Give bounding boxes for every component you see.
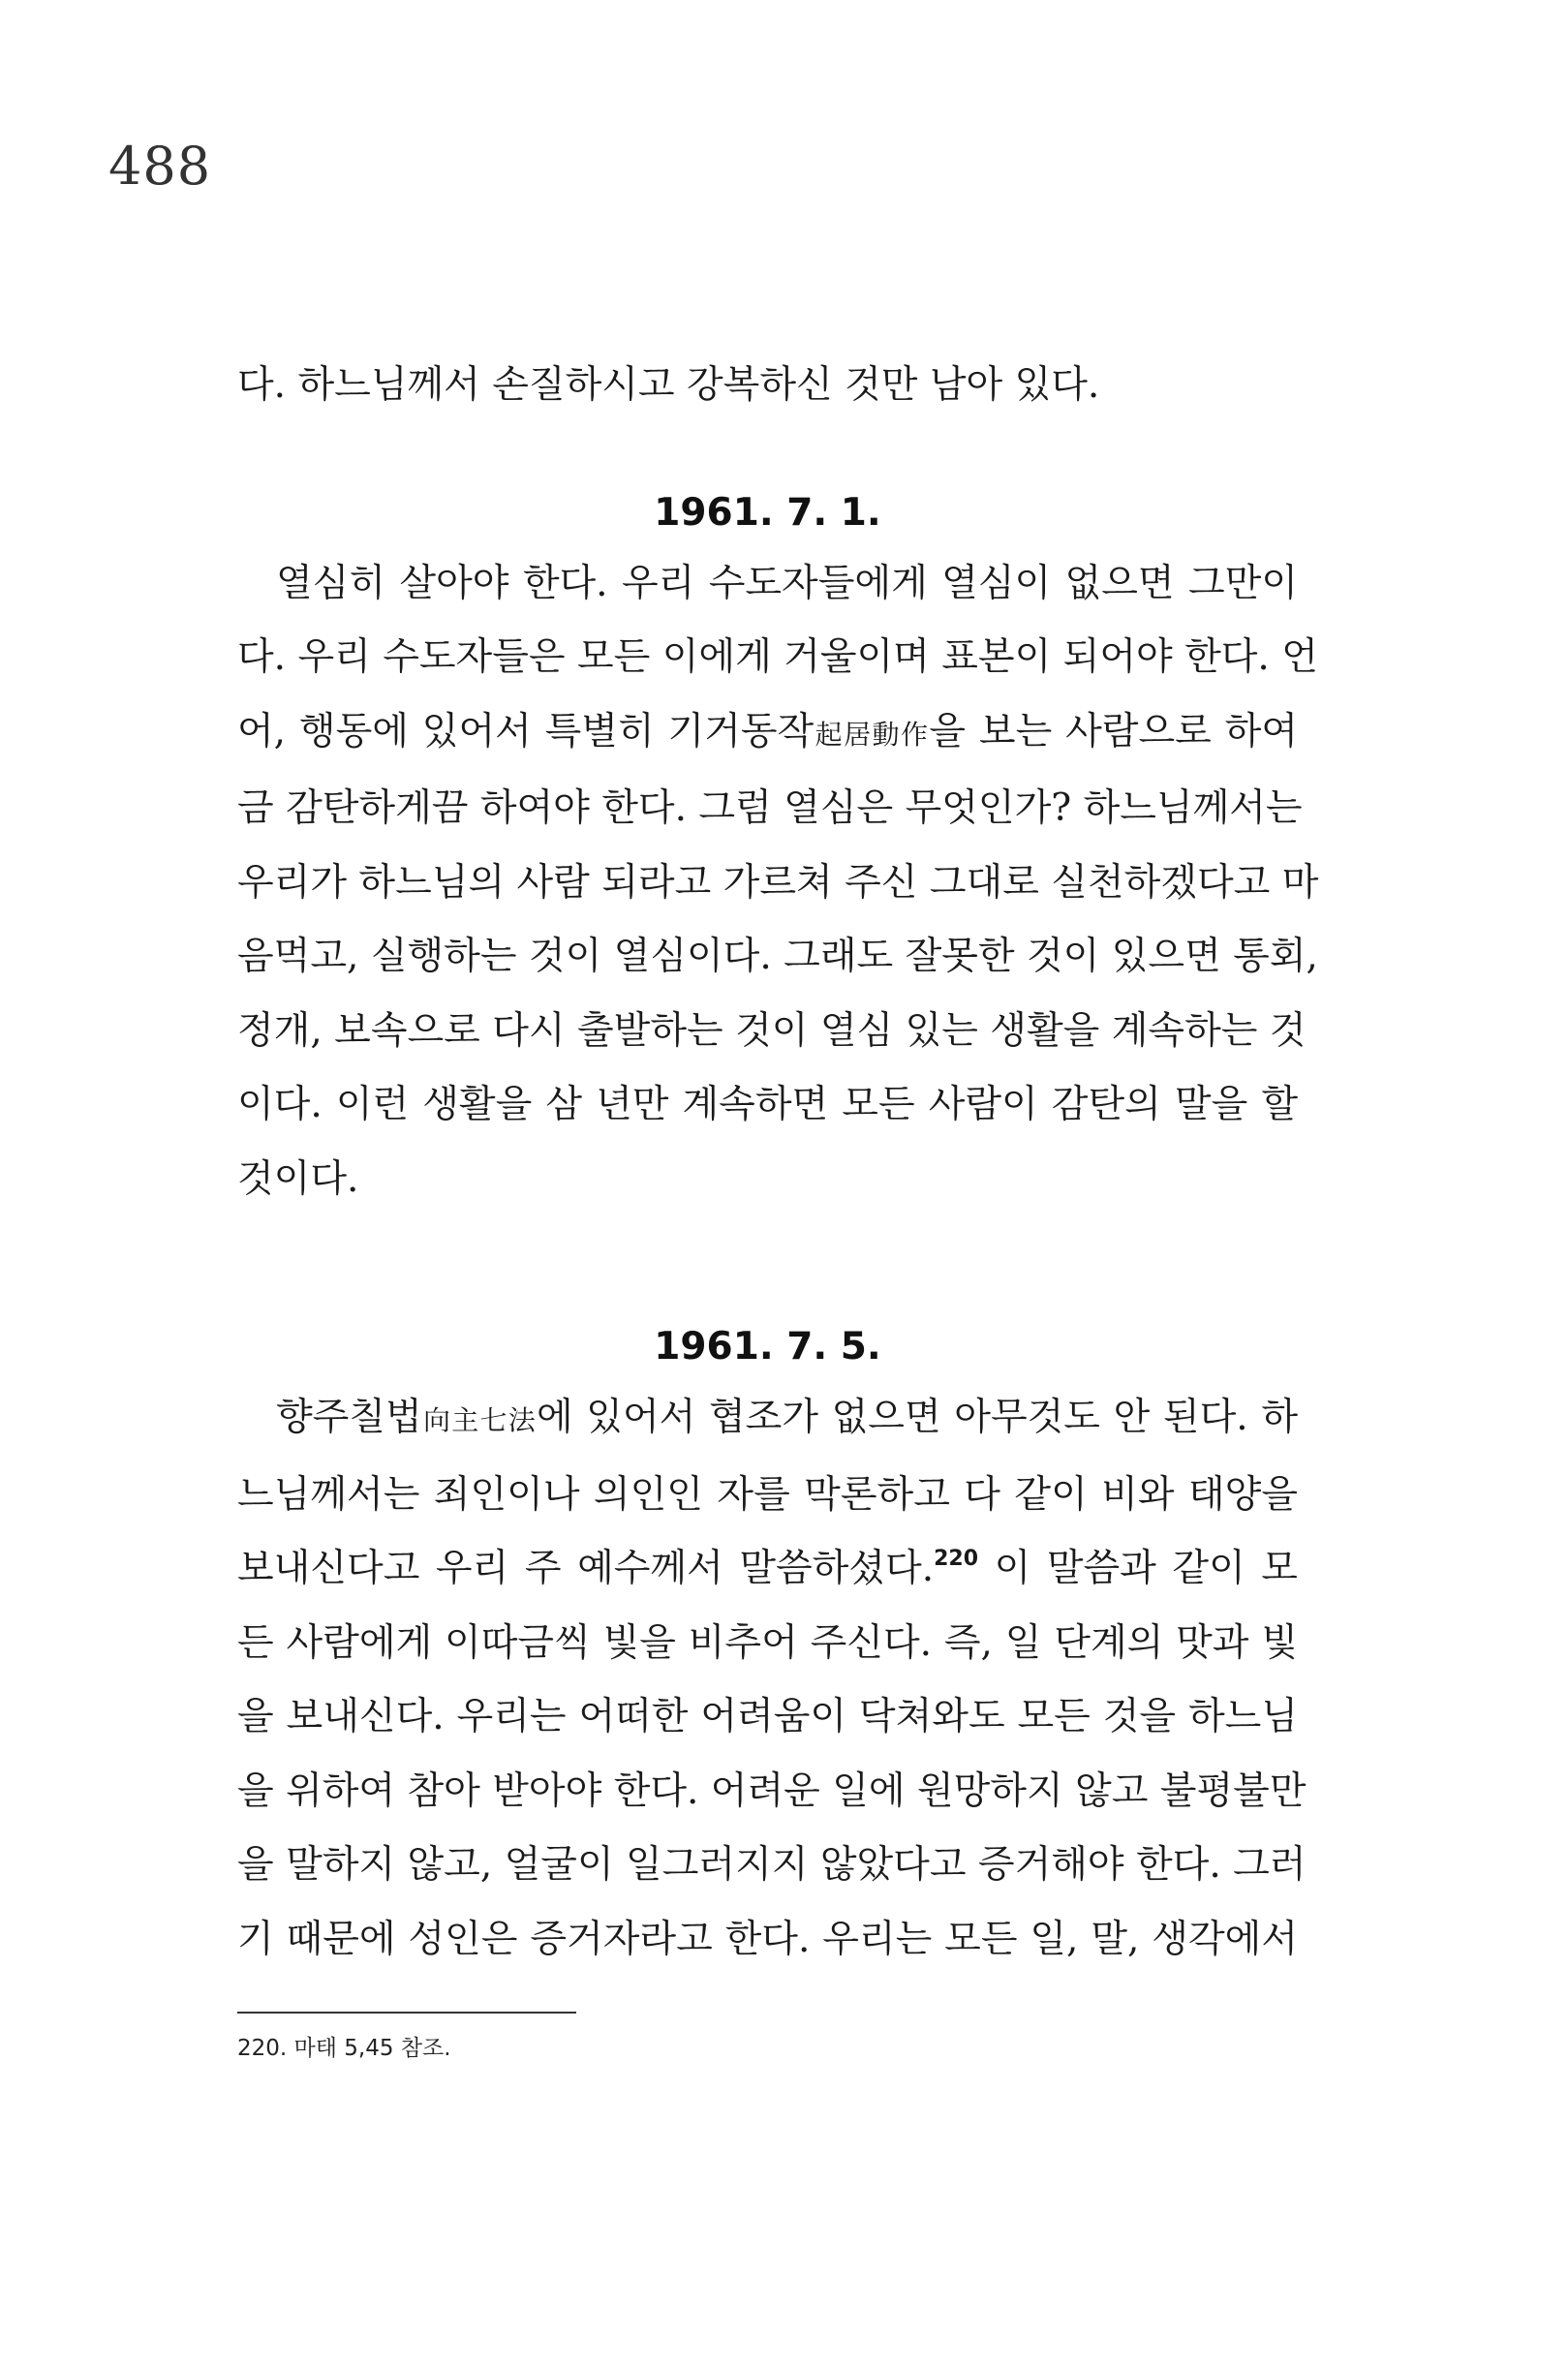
text-line: 금 감탄하게끔 하여야 한다. 그럼 열심은 무엇인가? 하느님께서는	[237, 786, 1303, 830]
entry-date-heading: 1961. 7. 5.	[654, 1325, 881, 1369]
text-line: 든 사람에게 이따금씩 빛을 비추어 주신다. 즉, 일 단계의 맛과 빛	[237, 1620, 1298, 1665]
entry-date-heading: 1961. 7. 1.	[654, 490, 881, 535]
text-line-with-footnote-ref	[237, 1532, 1298, 1607]
text-line: 을 말하지 않고, 얼굴이 일그러지지 않았다고 증거해야 한다. 그러	[237, 1843, 1307, 1887]
main-text	[237, 349, 1319, 1977]
text-segment: 어, 행동에 있어서 특별히 기거동작	[237, 709, 815, 753]
text-segment: 보내신다고 우리 주 예수께서 말씀하셨다.	[237, 1547, 935, 1590]
text-line-with-hanja	[237, 695, 1298, 773]
intro-line: 다. 하느님께서 손질하시고 강복하신 것만 남아 있다.	[237, 363, 1100, 407]
text-line: 느님께서는 죄인이나 의인인 자를 막론하고 다 같이 비와 태양을	[237, 1472, 1298, 1517]
text-line: 열심히 살아야 한다. 우리 수도자들에게 열심이 없으면 그만이	[276, 561, 1298, 605]
text-segment: 에 있어서 협조가 없으면 아무것도 안 된다. 하	[536, 1396, 1298, 1439]
text-line: 다. 우리 수도자들은 모든 이에게 거울이며 표본이 되어야 한다. 언	[237, 635, 1318, 679]
text-line: 을 보내신다. 우리는 어떠한 어려움이 닥쳐와도 모든 것을 하느님	[237, 1695, 1298, 1738]
hanja-gloss: 起居動作	[814, 718, 930, 751]
footnote-divider	[237, 2012, 576, 2014]
text-segment: 을 보는 사람으로 하여	[929, 709, 1298, 753]
text-line: 기 때문에 성인은 증거자라고 한다. 우리는 모든 일, 말, 생각에서	[237, 1917, 1298, 1961]
text-line: 음먹고, 실행하는 것이 열심이다. 그래도 잘못한 것이 있으면 통회,	[237, 935, 1318, 978]
text-line: 을 위하여 참아 받아야 한다. 어려운 일에 원망하지 않고 불평불만	[237, 1768, 1307, 1813]
entry-paragraph	[237, 1381, 1307, 1977]
text-line: 이다. 이런 생활을 삼 년만 계속하면 모든 사람이 감탄의 말을 할	[237, 1083, 1298, 1126]
text-line: 것이다.	[237, 1156, 359, 1201]
entry-paragraph	[237, 547, 1319, 1217]
text-segment: 이 말씀과 같이 모	[978, 1547, 1298, 1590]
hanja-gloss: 向主七法	[421, 1404, 537, 1436]
text-line: 정개, 보속으로 다시 출발하는 것이 열심 있는 생활을 계속하는 것	[237, 1008, 1307, 1053]
text-line-with-hanja	[237, 1381, 1298, 1459]
page-number: 488	[108, 136, 212, 197]
footnote-reference[interactable]: 220	[934, 1547, 979, 1571]
footnote: 220. 마태 5,45 참조.	[237, 2036, 451, 2061]
text-segment: 향주칠법	[276, 1396, 422, 1439]
text-line: 우리가 하느님의 사람 되라고 가르쳐 주신 그대로 실천하겠다고 마	[237, 860, 1319, 905]
